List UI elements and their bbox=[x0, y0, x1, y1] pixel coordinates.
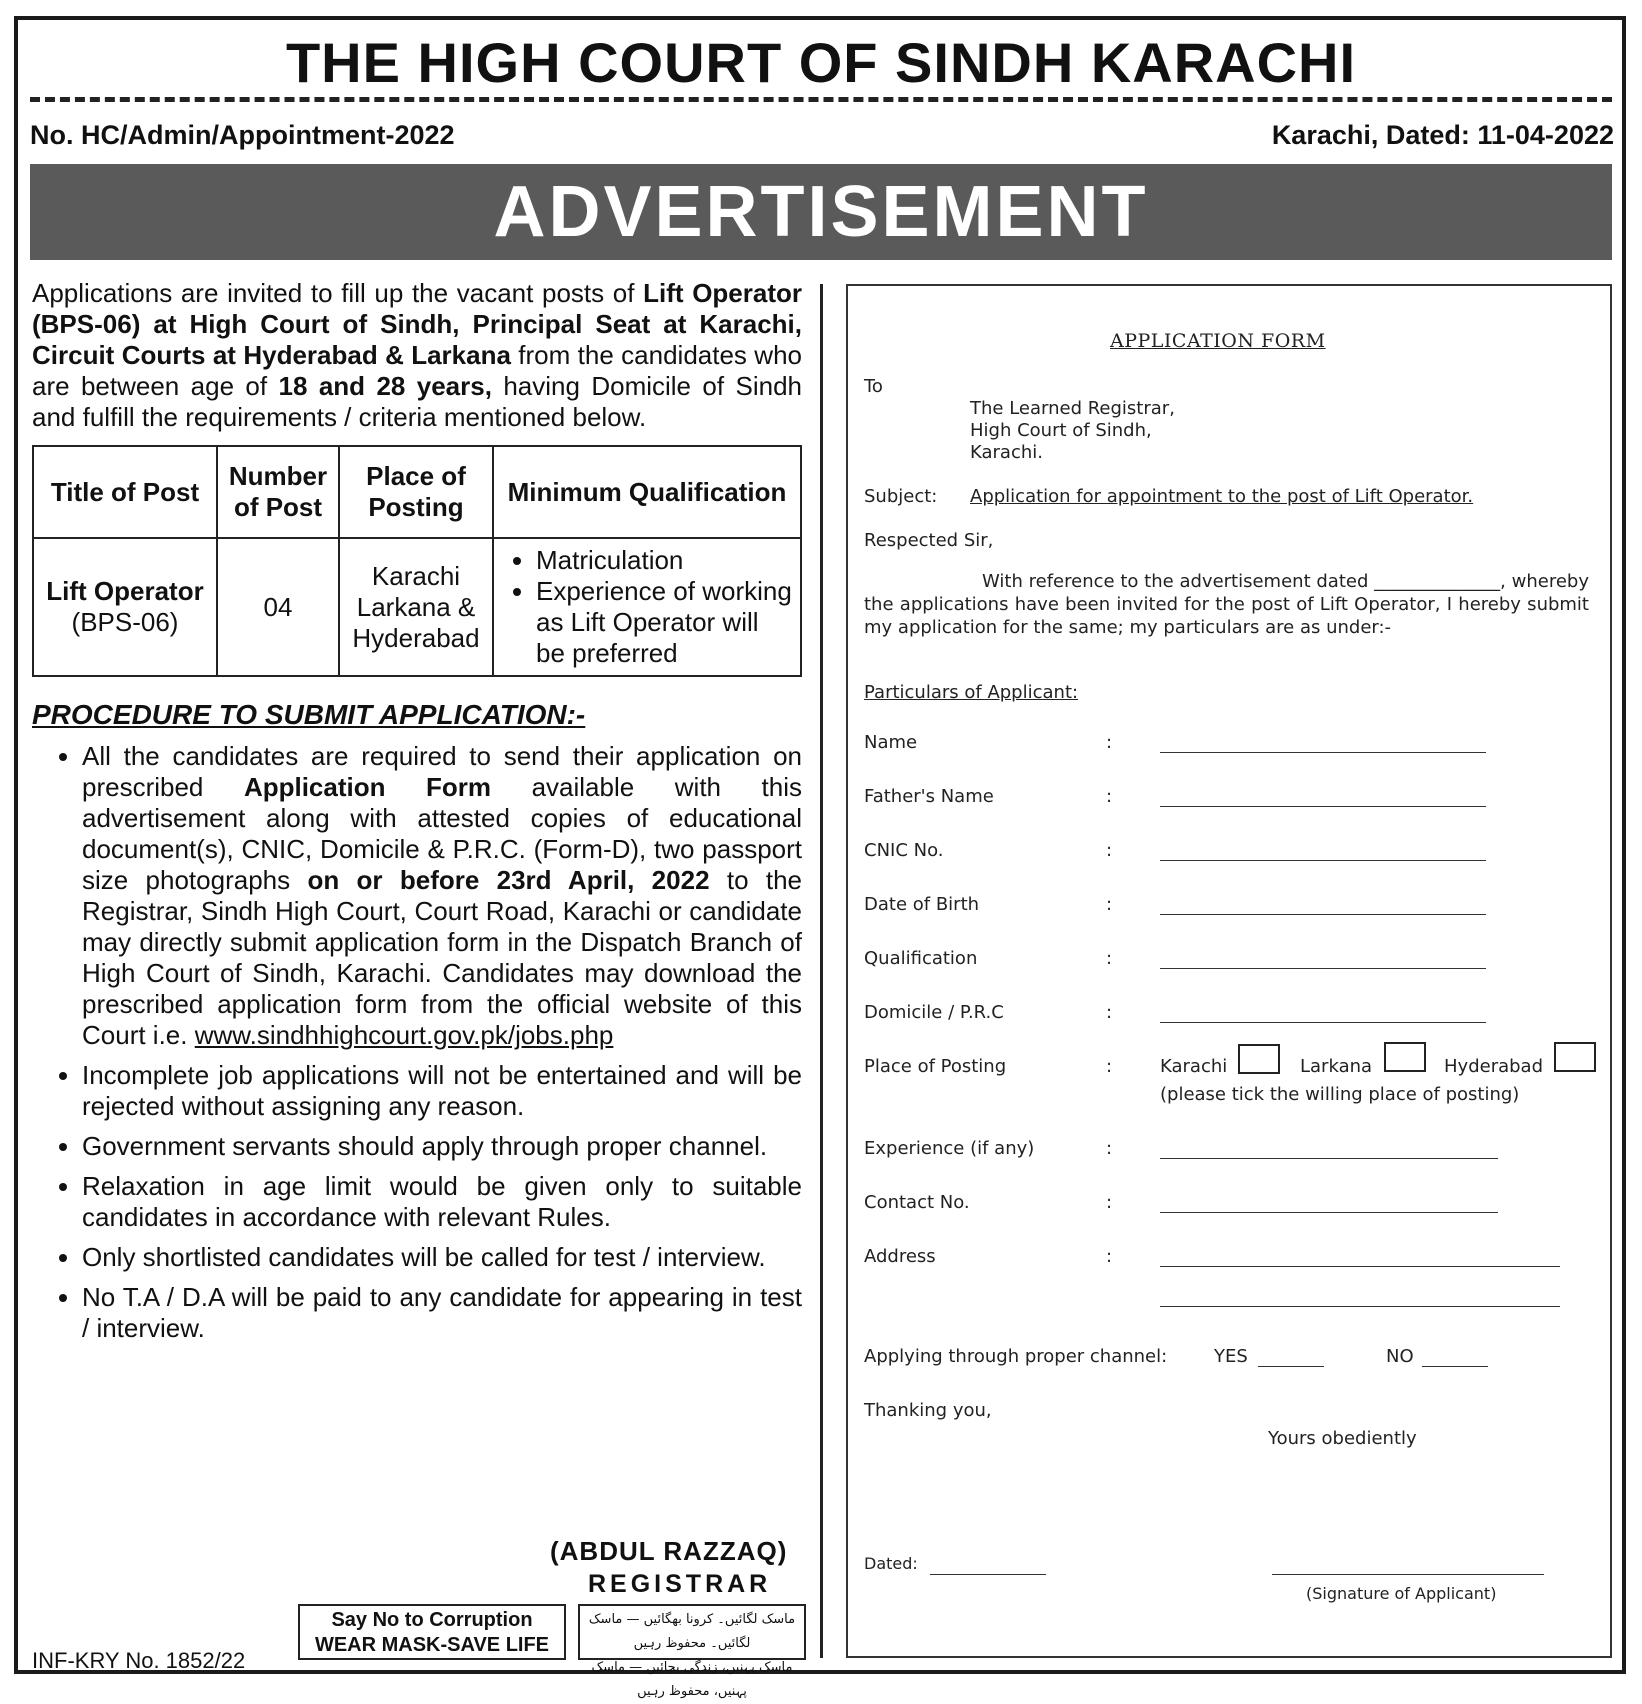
particulars-heading: Particulars of Applicant: bbox=[864, 682, 1079, 703]
dated-label: Dated: bbox=[864, 1554, 918, 1573]
field-label-place-of-posting: Place of Posting bbox=[864, 1056, 1007, 1077]
registrar-name: (ABDUL RAZZAQ) bbox=[550, 1536, 788, 1566]
address-line-3: Karachi. bbox=[970, 442, 1043, 463]
yes-label: YES bbox=[1214, 1346, 1248, 1367]
dob-input-line[interactable] bbox=[1160, 914, 1486, 915]
colon: : bbox=[1106, 894, 1113, 915]
list-item: • Relaxation in age limit would be given only to suitable candidates in accordance with relevant Rules. bbox=[82, 1171, 802, 1233]
proc-text: All the candidates are required to send their application on prescribed bbox=[82, 741, 802, 802]
intro-age-range: 18 and 28 years, bbox=[278, 371, 492, 401]
yes-input-line[interactable] bbox=[1258, 1366, 1324, 1367]
page-title: THE HIGH COURT OF SINDH KARACHI bbox=[285, 31, 1357, 94]
dated-input-line[interactable] bbox=[930, 1574, 1046, 1575]
no-label: NO bbox=[1386, 1346, 1414, 1367]
field-label-fathers-name: Father's Name bbox=[864, 786, 994, 807]
dashed-divider bbox=[30, 97, 1612, 102]
signature-line[interactable] bbox=[1272, 1574, 1544, 1575]
address-input-line-2[interactable] bbox=[1160, 1306, 1560, 1307]
list-item bbox=[82, 741, 802, 1051]
colon: : bbox=[1106, 1138, 1113, 1159]
post-title: Lift Operator bbox=[46, 576, 204, 606]
post-grade: (BPS-06) bbox=[71, 607, 179, 637]
subject-label: Subject: bbox=[864, 486, 938, 507]
form-to: To bbox=[864, 376, 883, 397]
cell-number-of-post: 04 bbox=[217, 538, 339, 676]
reference-paragraph bbox=[864, 570, 1589, 639]
list-item: • Only shortlisted candidates will be called for test / interview. bbox=[82, 1242, 802, 1273]
column-divider bbox=[820, 284, 823, 1658]
contact-input-line[interactable] bbox=[1160, 1212, 1498, 1213]
field-label-contact: Contact No. bbox=[864, 1192, 970, 1213]
intro-post-name: Lift Operator (BPS-06) at High Court of Sindh, Principal Seat at Karachi, Circuit Courts at Hyderabad & Larkana bbox=[32, 278, 802, 370]
address-input-line-1[interactable] bbox=[1160, 1266, 1560, 1267]
list-item: • Government servants should apply through proper channel. bbox=[82, 1131, 802, 1162]
colon: : bbox=[1106, 1002, 1113, 1023]
proc-form-name: Application Form bbox=[243, 772, 492, 802]
advertisement-body bbox=[32, 278, 802, 1353]
intro-paragraph bbox=[32, 278, 802, 433]
cnic-input-line[interactable] bbox=[1160, 860, 1486, 861]
slogan-line-2: WEAR MASK-SAVE LIFE bbox=[314, 1634, 550, 1656]
signature-caption: (Signature of Applicant) bbox=[1306, 1584, 1497, 1603]
header-title-of-post: Title of Post bbox=[33, 446, 217, 538]
proc-text: available with this advertisement along with attested copies of educational document(s), CNIC, Domicile & P.R.C. (Form-D), two passport size photographs bbox=[82, 772, 802, 895]
advertisement-banner: ADVERTISEMENT bbox=[30, 164, 1612, 260]
proc-text: to the Registrar, Sindh High Court, Court Road, Karachi or candidate may directly submit application form in the Dispatch Branch of High Court of Sindh, Karachi. Candidates may download the prescribed application form from the official website of this Court i.e. bbox=[82, 865, 803, 1050]
table-row bbox=[33, 538, 801, 676]
hyderabad-checkbox[interactable] bbox=[1554, 1042, 1596, 1072]
form-title: APPLICATION FORM bbox=[1110, 330, 1326, 352]
posting-note: (please tick the willing place of posting) bbox=[1160, 1084, 1520, 1105]
registrar-title: REGISTRAR bbox=[588, 1570, 772, 1598]
list-item: • Experience of working as Lift Operator will be preferred bbox=[536, 576, 794, 669]
table-header-row bbox=[33, 446, 801, 538]
qualification-input-line[interactable] bbox=[1160, 968, 1486, 969]
no-input-line[interactable] bbox=[1422, 1366, 1488, 1367]
colon: : bbox=[1106, 786, 1113, 807]
colon: : bbox=[1106, 948, 1113, 969]
urdu-slogan-box bbox=[578, 1604, 806, 1699]
subject-text: Application for appointment to the post of Lift Operator. bbox=[970, 486, 1474, 507]
domicile-input-line[interactable] bbox=[1160, 1022, 1486, 1023]
field-label-address: Address bbox=[864, 1246, 936, 1267]
cell-qualification bbox=[493, 538, 801, 676]
address-line-1: The Learned Registrar, bbox=[970, 398, 1175, 419]
address-line-2: High Court of Sindh, bbox=[970, 420, 1152, 441]
thanking-text: Thanking you, bbox=[864, 1400, 992, 1421]
proc-deadline: on or before 23rd April, 2022 bbox=[307, 865, 710, 895]
cell-place-of-posting: Karachi Larkana & Hyderabad bbox=[339, 538, 493, 676]
field-label-domicile: Domicile / P.R.C bbox=[864, 1002, 1004, 1023]
colon: : bbox=[1106, 732, 1113, 753]
salutation: Respected Sir, bbox=[864, 530, 994, 551]
posts-table bbox=[32, 445, 802, 677]
colon: : bbox=[1106, 1192, 1113, 1213]
intro-text: Applications are invited to fill up the vacant posts of bbox=[32, 278, 644, 308]
colon: : bbox=[1106, 1056, 1113, 1077]
jobs-website-link[interactable]: www.sindhhighcourt.gov.pk/jobs.php bbox=[194, 1020, 614, 1050]
option-karachi-label: Karachi bbox=[1160, 1056, 1228, 1077]
list-item: • Matriculation bbox=[536, 545, 794, 576]
procedure-heading: PROCEDURE TO SUBMIT APPLICATION:- bbox=[32, 699, 586, 730]
colon: : bbox=[1106, 840, 1113, 861]
urdu-line-2: ماسک پہنیں، زندگی بچائیں — ماسک پہنیں، محفوظ رہیں bbox=[591, 1660, 793, 1699]
field-label-name: Name bbox=[864, 732, 918, 753]
option-hyderabad-label: Hyderabad bbox=[1444, 1056, 1543, 1077]
reference-number: No. HC/Admin/Appointment-2022 bbox=[30, 120, 455, 150]
qualification-list bbox=[500, 545, 794, 669]
application-form bbox=[846, 284, 1612, 1658]
channel-label: Applying through proper channel: bbox=[864, 1346, 1168, 1367]
issue-date: Karachi, Dated: 11-04-2022 bbox=[1271, 120, 1614, 150]
procedure-list bbox=[32, 741, 802, 1344]
header-place-of-posting: Place of Posting bbox=[339, 446, 493, 538]
slogan-box bbox=[298, 1604, 566, 1660]
name-input-line[interactable] bbox=[1160, 752, 1486, 753]
list-item: • Incomplete job applications will not be entertained and will be rejected without assigning any reason. bbox=[82, 1060, 802, 1122]
field-label-experience: Experience (if any) bbox=[864, 1138, 1035, 1159]
colon: : bbox=[1106, 1246, 1113, 1267]
header-minimum-qualification: Minimum Qualification bbox=[493, 446, 801, 538]
larkana-checkbox[interactable] bbox=[1384, 1042, 1426, 1072]
option-larkana-label: Larkana bbox=[1300, 1056, 1373, 1077]
fathers-name-input-line[interactable] bbox=[1160, 806, 1486, 807]
field-label-date-of-birth: Date of Birth bbox=[864, 894, 980, 915]
urdu-line-1: ماسک لگائیں۔ کرونا بھگائیں — ماسک لگائیں۔ محفوظ رہیں bbox=[588, 1612, 796, 1651]
experience-input-line[interactable] bbox=[1160, 1158, 1498, 1159]
intro-text-age: from the candidates who are between age of bbox=[32, 340, 802, 401]
cell-title-of-post bbox=[33, 538, 217, 676]
header-number-of-post: Number of Post bbox=[217, 446, 339, 538]
intro-text-domicile: having Domicile of Sindh and fulfill the requirements / criteria mentioned below. bbox=[32, 371, 802, 432]
yours-obediently: Yours obediently bbox=[1268, 1428, 1417, 1449]
inf-reference: INF-KRY No. 1852/22 bbox=[32, 1648, 246, 1673]
field-label-cnic: CNIC No. bbox=[864, 840, 944, 861]
field-label-qualification: Qualification bbox=[864, 948, 978, 969]
karachi-checkbox[interactable] bbox=[1238, 1044, 1280, 1074]
list-item: • No T.A / D.A will be paid to any candidate for appearing in test / interview. bbox=[82, 1282, 802, 1344]
slogan-line-1: Say No to Corruption bbox=[331, 1609, 533, 1631]
reference-text: With reference to the advertisement dated ______________, whereby the applications have been invited for the post of Lift Operator, I hereby submit my application for the same; my particulars are as under:- bbox=[864, 571, 1589, 638]
